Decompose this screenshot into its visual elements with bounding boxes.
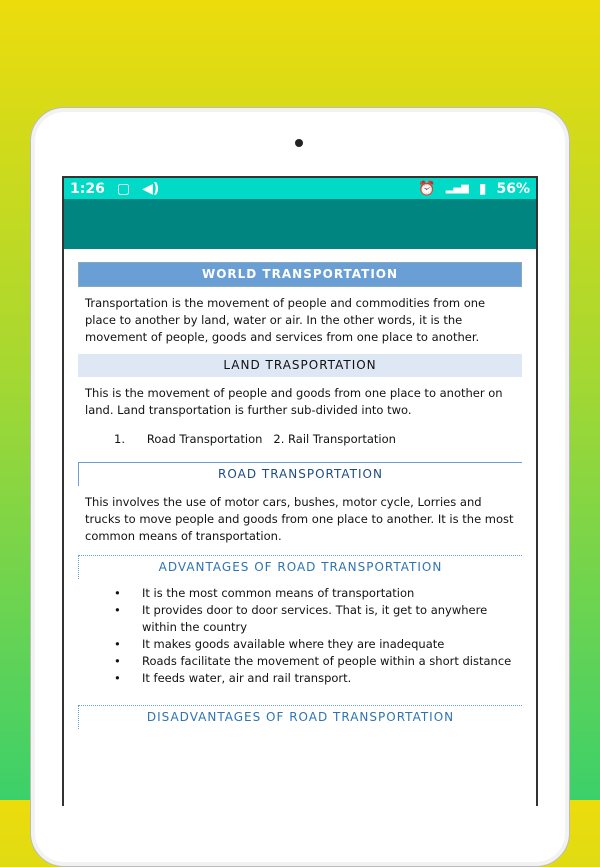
signal-icon: ▂▄▆ (445, 183, 469, 194)
document-content[interactable] (64, 249, 536, 729)
camera-dot (295, 139, 303, 147)
disadvantages-heading: DISADVANTAGES OF ROAD TRANSPORTATION (78, 705, 522, 729)
road-paragraph: This involves the use of motor cars, bushes, motor cycle, Lorries and trucks to move people and goods from one place to another. It is the most common means of transportation. (85, 495, 514, 543)
land-types-list: 1. Road Transportation 2. Rail Transportation (114, 432, 396, 446)
volume-icon: ◀) (142, 180, 160, 197)
alarm-icon: ⏰ (418, 180, 436, 197)
app-bar (64, 199, 536, 249)
intro-paragraph: Transportation is the movement of people and commodities from one place to another by land, water or air. In the other words, it is the movement of people, goods and services from one place to another. (85, 296, 486, 344)
land-paragraph: This is the movement of people and goods from one place to another on land. Land transportation is further sub-divided into two. (85, 386, 503, 417)
road-heading: ROAD TRANSPORTATION (78, 462, 522, 486)
list-item: • It provides door to door services. That is, it get to anywhere within the country (114, 602, 522, 636)
title-heading: WORLD TRANSPORTATION (78, 262, 522, 287)
advantages-heading: ADVANTAGES OF ROAD TRANSPORTATION (78, 555, 522, 579)
list-item: • Roads facilitate the movement of people within a short distance (114, 653, 522, 670)
status-time: 1:26 (70, 180, 105, 197)
advantages-list (78, 585, 522, 687)
battery-level: 56% (496, 180, 530, 197)
list-item: • It makes goods available where they are inadequate (114, 636, 522, 653)
status-bar (64, 178, 536, 199)
list-item: • It feeds water, air and rail transport. (114, 670, 522, 687)
battery-icon: ▮ (478, 180, 487, 197)
list-item: • It is the most common means of transportation (114, 585, 522, 602)
screen (62, 176, 538, 806)
land-heading: LAND TRASPORTATION (78, 354, 522, 377)
screenshot-icon: ▢ (116, 180, 131, 197)
